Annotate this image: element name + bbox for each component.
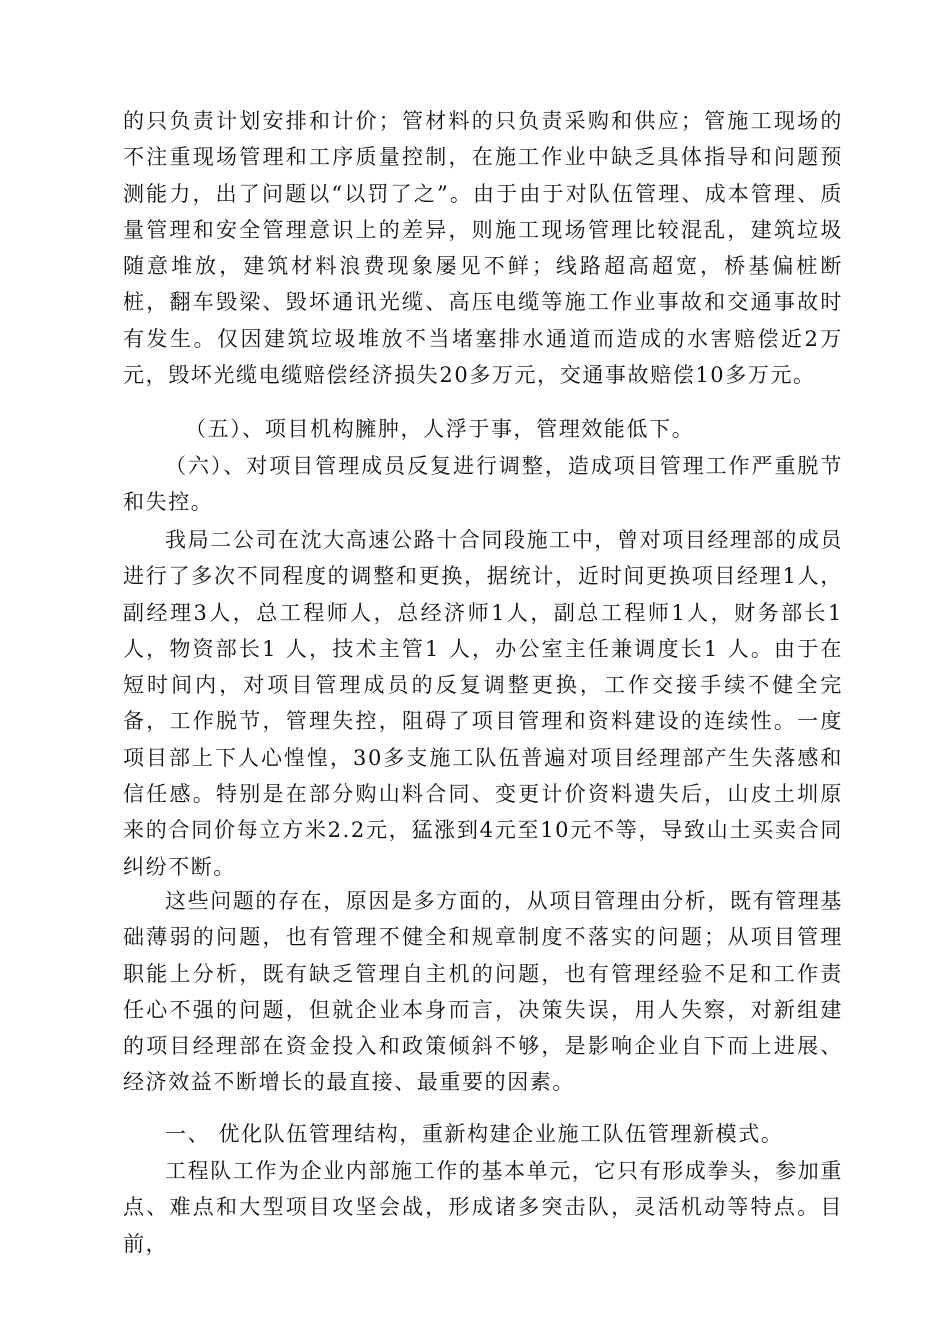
paragraph-work-team: 工程队工作为企业内部施工作的基本单元，它只有形成拳头，参加重点、难点和大型项目攻坚会战，形成诸多突击队，灵活机动等特点。目前， [123,1159,843,1256]
paragraph-personnel-changes: 我局二公司在沈大高速公路十合同段施工中，曾对项目经理部的成员进行了多次不同程度的调整和更换，据统计，近时间更换项目经理1人，副经理3人，总工程师人，总经济师1人，副总工程师1人，财务部长1人，物资部长1 人，技术主管1 人，办公室主任兼调度长1 人。由于在短时间内，对项目管理成员的反复调整更换，工作交接手续不健全完备，工作脱节，管理失控，阻碍了项目管理和资料建设的连续性。一度项目部上下人心惶惶，30多支施工队伍普遍对项目经理部产生失落感和信任感。特别是在部分购山料合同、变更计价资料遗失后，山皮土圳原来的合同价每立方米2.2元，猛涨到4元至10元不等，导致山土买卖合同纠纷不断。 [123,528,843,879]
paragraph-root-causes: 这些问题的存在，原因是多方面的，从项目管理由分析，既有管理基础薄弱的问题，也有管理不健全和规章制度不落实的问题；从项目管理职能上分析，既有缺乏管理自主机的问题，也有管理经验不足和工作责任心不强的问题，但就企业本身而言，决策失误，用人失察，对新组建的项目经理部在资金投入和政策倾斜不够，是影响企业自下而上进展、经济效益不断增长的最直接、最重要的因素。 [123,889,843,1095]
section-heading-one: 一、 优化队伍管理结构，重新构建企业施工队伍管理新模式。 [165,1122,784,1146]
paragraph-heading-five: （五）、项目机构臃肿，人浮于事，管理效能低下。 [185,417,695,441]
paragraph-heading-six: （六）、对项目管理成员反复进行调整，造成项目管理工作严重脱节和失控。 [123,454,843,515]
paragraph-site-management-issues: 的只负责计划安排和计价；管材料的只负责采购和供应；管施工现场的不注重现场管理和工序质量控制，在施工作业中缺乏具体指导和问题预测能力，出了问题以“以罚了之”。由于由于对队伍管理、成本管理、质量管理和安全管理意识上的差异，则施工现场管理比较混乱，建筑垃圾随意堆放，建筑材料浪费现象屡见不鲜；线路超高超宽，桥基偏桩断桩，翻车毁梁、毁坏通讯光缆、高压电缆等施工作业事故和交通事故时有发生。仅因建筑垃圾堆放不当堵塞排水通道而造成的水害赔偿近2万元，毁坏光缆电缆赔偿经济损失20多万元，交通事故赔偿10多万元。 [123,109,843,388]
